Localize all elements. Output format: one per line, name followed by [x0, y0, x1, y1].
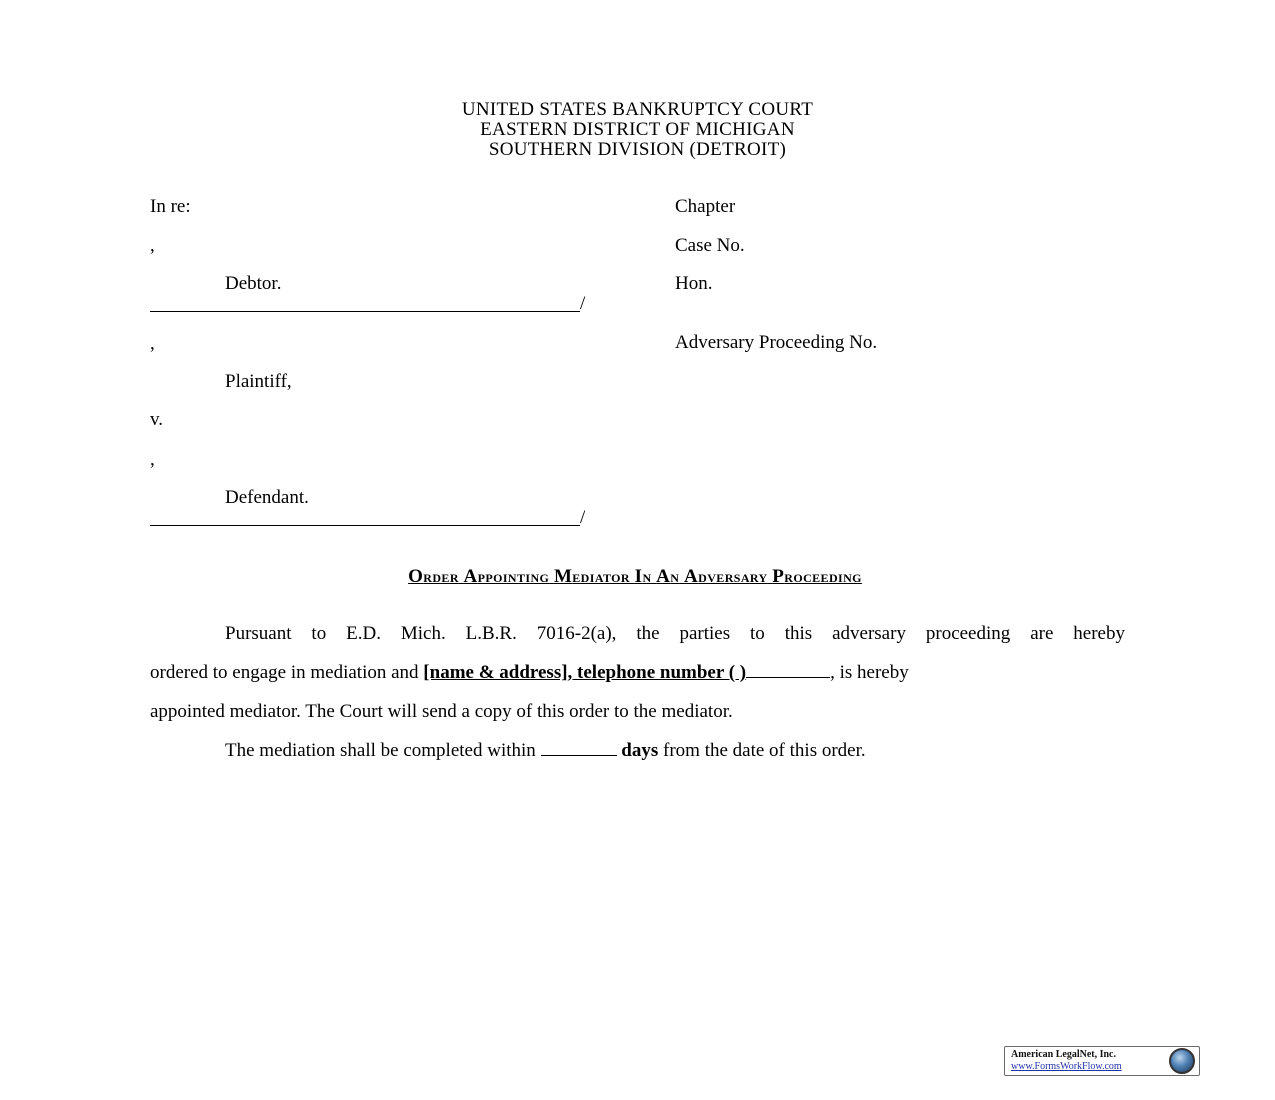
case-number-label: Case No. — [675, 235, 745, 256]
title-word-3-initial: M — [553, 566, 573, 587]
plaintiff-label: Plaintiff, — [225, 371, 292, 392]
plaintiff-name-comma: , — [150, 333, 155, 354]
in-re-label: In re: — [150, 196, 191, 217]
paragraph-2 — [225, 740, 866, 762]
title-word-4-initial: I — [634, 566, 643, 587]
debtor-label: Debtor. — [225, 273, 282, 294]
defendant-label: Defendant. — [225, 487, 309, 508]
title-word-3-rest: ediator — [572, 567, 630, 586]
title-word-5-initial: A — [656, 566, 671, 587]
paragraph-1-line-3: appointed mediator. The Court will send a copy of this order to the mediator. — [150, 701, 733, 722]
defendant-caption-slash: / — [580, 507, 586, 528]
paragraph-1-line-2 — [150, 662, 1125, 684]
days-label: days — [621, 740, 659, 761]
debtor-name-comma: , — [150, 235, 155, 256]
days-blank-line — [541, 741, 617, 756]
title-word-6-rest: dversary — [698, 567, 768, 586]
american-legalnet-logo — [1004, 1046, 1200, 1076]
order-title — [0, 566, 1270, 588]
title-word-7-initial: P — [772, 566, 785, 587]
defendant-caption-rule — [150, 525, 580, 526]
title-word-4-rest: n — [642, 567, 652, 586]
globe-icon — [1169, 1048, 1195, 1074]
logo-website-link[interactable]: www.FormsWorkFlow.com — [1011, 1061, 1122, 1072]
defendant-name-comma: , — [150, 449, 155, 470]
debtor-caption-slash: / — [580, 293, 586, 314]
p2-start: The mediation shall be completed within — [225, 740, 536, 761]
logo-company-name: American LegalNet, Inc. — [1011, 1049, 1116, 1060]
title-word-5-rest: n — [670, 567, 680, 586]
title-word-2-initial: A — [463, 566, 478, 587]
court-division: SOUTHERN DIVISION (DETROIT) — [488, 139, 787, 160]
versus-label: v. — [150, 409, 164, 430]
p1-line2-end: , is hereby — [830, 662, 909, 683]
chapter-label: Chapter — [675, 196, 736, 217]
p1-line2-start: ordered to engage in mediation and — [150, 662, 419, 683]
court-name: UNITED STATES BANKRUPTCY COURT — [461, 99, 814, 120]
title-word-7-rest: roceeding — [784, 567, 862, 586]
title-word-1-initial: O — [408, 566, 424, 587]
p2-end: from the date of this order. — [663, 740, 866, 761]
mediator-name-address-field: [name & address], telephone number ( ) — [423, 662, 747, 683]
judge-label: Hon. — [675, 273, 713, 294]
telephone-blank-line — [746, 663, 830, 678]
court-district: EASTERN DISTRICT OF MICHIGAN — [480, 119, 795, 140]
adversary-number-label: Adversary Proceeding No. — [675, 332, 878, 353]
title-word-2-rest: ppointing — [477, 567, 550, 586]
title-word-1-rest: rder — [423, 567, 459, 586]
debtor-caption-rule — [150, 311, 580, 312]
title-word-6-initial: A — [684, 566, 699, 587]
paragraph-1-line-1: Pursuant to E.D. Mich. L.B.R. 7016-2(a), the parties to this adversary proceeding are hereby — [225, 623, 1125, 644]
